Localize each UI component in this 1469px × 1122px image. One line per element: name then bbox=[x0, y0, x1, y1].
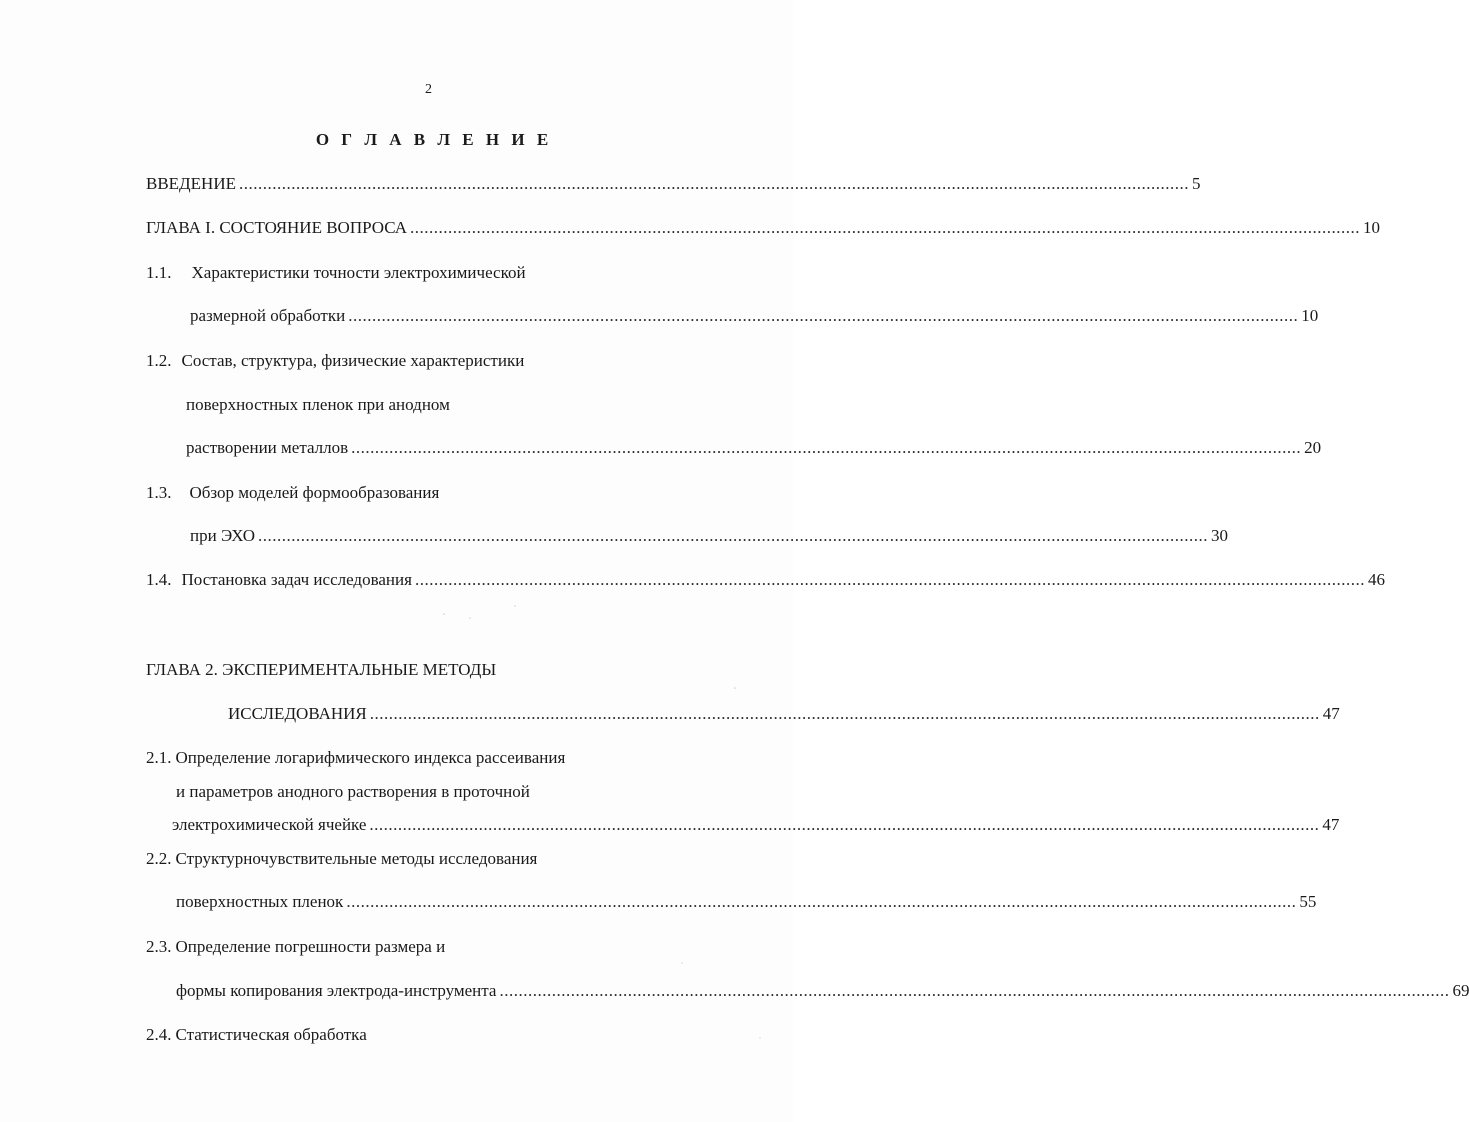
toc-entry-title-continued: поверхностных пленок bbox=[176, 892, 344, 911]
toc-entry-title: Определение погрешности размера и bbox=[175, 937, 446, 956]
scan-speck bbox=[734, 687, 736, 689]
toc-entry-title: ГЛАВА I. СОСТОЯНИЕ ВОПРОСА bbox=[146, 218, 408, 237]
toc-entry-1-2-continued: поверхностных пленок при анодном bbox=[186, 395, 450, 414]
toc-entry-title-text: Постановка задач исследования bbox=[181, 570, 412, 589]
toc-page-number: 20 bbox=[1304, 438, 1322, 457]
toc-page-number: 69 bbox=[1452, 981, 1469, 1000]
page-number: 2 bbox=[425, 82, 432, 97]
toc-entry-title: ВВЕДЕНИЕ bbox=[146, 174, 236, 193]
toc-page-number: 10 bbox=[1363, 218, 1381, 237]
toc-page-number: 10 bbox=[1301, 306, 1319, 325]
section-number: 1.4. bbox=[146, 570, 172, 589]
toc-entry-title-continued: размерной обработки bbox=[190, 306, 346, 325]
toc-entry-chapter-2-heading: ГЛАВА 2. ЭКСПЕРИМЕНТАЛЬНЫЕ МЕТОДЫ bbox=[146, 660, 497, 679]
toc-page-number: 30 bbox=[1211, 526, 1228, 545]
section-number: 1.1. bbox=[146, 263, 172, 282]
scan-speck bbox=[681, 962, 682, 963]
toc-page-number: 47 bbox=[1322, 815, 1340, 834]
toc-entry-title-continued: растворении металлов bbox=[186, 438, 349, 457]
dot-leader: ........................................................................................................................................................................................................ bbox=[348, 306, 1299, 325]
scan-speck bbox=[443, 613, 445, 615]
toc-entry-title-continued: электрохимической ячейке bbox=[172, 815, 367, 834]
toc-page-number: 5 bbox=[1191, 174, 1201, 193]
dot-leader: ........................................................................................................................................................................................................ bbox=[410, 218, 1361, 237]
page-title: О Г Л А В Л Е Н И Е bbox=[315, 130, 553, 149]
toc-entry-title: Структурночувствительные методы исследования bbox=[175, 849, 538, 868]
dot-leader: ........................................................................................................................................................................................................ bbox=[369, 815, 1320, 834]
dot-leader: ........................................................................................................................................................................................................ bbox=[346, 892, 1297, 911]
toc-page-number: 46 bbox=[1367, 570, 1385, 589]
toc-entry-title-continued: ИССЛЕДОВАНИЯ bbox=[228, 704, 367, 723]
toc-entry-title: Характеристики точности электрохимической bbox=[191, 263, 526, 282]
toc-entry-title-continued: при ЭХО bbox=[190, 526, 255, 545]
dot-leader: ........................................................................................................................................................................................................ bbox=[258, 526, 1208, 545]
toc-page-number: 55 bbox=[1299, 892, 1317, 911]
toc-entry-title: Состав, структура, физические характеристики bbox=[181, 351, 525, 370]
toc-entry-title: Определение логарифмического индекса рассеивания bbox=[175, 748, 566, 767]
section-number: 2.1. bbox=[146, 748, 172, 767]
toc-entry-2-1-continued: и параметров анодного растворения в проточной bbox=[176, 782, 530, 801]
section-number: 1.2. bbox=[146, 351, 172, 370]
section-number: 1.3. bbox=[146, 483, 172, 502]
toc-page-number: 47 bbox=[1322, 704, 1340, 723]
toc-entry-title: Обзор моделей формообразования bbox=[189, 483, 440, 502]
section-number: 2.4. bbox=[146, 1025, 172, 1044]
toc-entry-title-continued: формы копирования электрода-инструмента bbox=[176, 981, 497, 1000]
dot-leader: ........................................................................................................................................................................................................ bbox=[369, 704, 1320, 723]
dot-leader: ........................................................................................................................................................................................................ bbox=[499, 981, 1450, 1000]
scan-speck bbox=[469, 617, 470, 618]
section-number: 2.3. bbox=[146, 937, 172, 956]
dot-leader: ........................................................................................................................................................................................................ bbox=[351, 438, 1302, 457]
dot-leader: ........................................................................................................................................................................................................ bbox=[414, 570, 1365, 589]
scan-speck bbox=[759, 1037, 760, 1038]
section-number: 2.2. bbox=[146, 849, 172, 868]
dot-leader: ........................................................................................................................................................................................................ bbox=[238, 174, 1189, 193]
toc-entry-title: Статистическая обработка bbox=[175, 1025, 367, 1044]
scan-speck bbox=[514, 605, 515, 606]
